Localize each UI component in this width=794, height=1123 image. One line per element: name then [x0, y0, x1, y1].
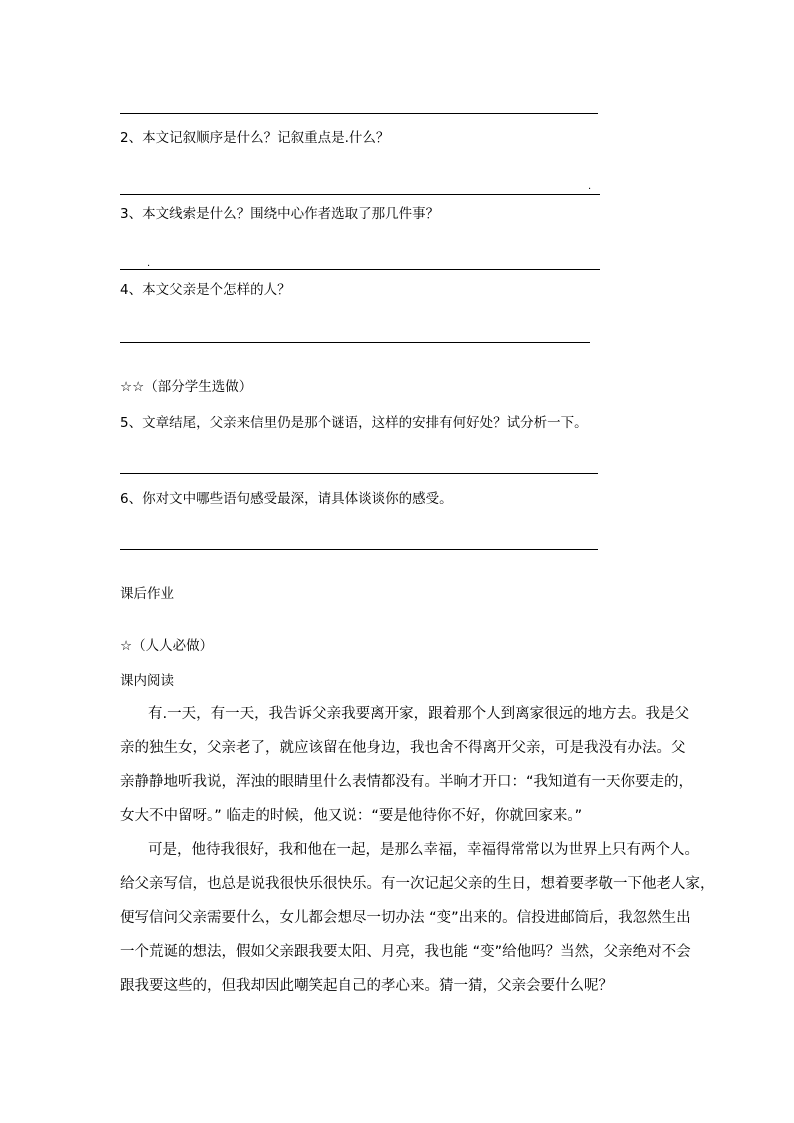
passage-line: 一个荒诞的想法，假如父亲跟我要太阳、月亮，我也能 “变”给他吗？当然，父亲绝对不会	[120, 944, 691, 960]
answer-line-3	[120, 269, 600, 270]
question-3: 3、本文线索是什么？围绕中心作者选取了那几件事？	[120, 206, 440, 222]
homework-title: 课后作业	[120, 586, 174, 602]
stray-dot: .	[588, 181, 592, 192]
passage-paragraph-2	[120, 833, 715, 1003]
passage-paragraph-1	[120, 697, 694, 833]
required-label: ☆（人人必做）	[120, 638, 214, 654]
question-5: 5、文章结尾，父亲来信里仍是那个谜语，这样的安排有何好处？试分析一下。	[120, 415, 588, 431]
passage-line: 给父亲写信，也总是说我很快乐很快乐。有一次记起父亲的生日，想着要孝敬一下他老人家，	[120, 876, 715, 892]
question-4: 4、本文父亲是个怎样的人？	[120, 282, 291, 298]
passage-line: 可是，他待我很好，我和他在一起，是那么幸福，幸福得常常以为世界上只有两个人。	[148, 842, 699, 858]
answer-line-2	[120, 194, 600, 195]
answer-line-4	[120, 342, 590, 343]
question-2: 2、本文记叙顺序是什么？记叙重点是.什么？	[120, 130, 390, 146]
optional-label: ☆☆（部分学生选做）	[120, 379, 253, 395]
answer-line-1	[120, 113, 598, 114]
passage-line: 亲的独生女，父亲老了，就应该留在他身边，我也舍不得离开父亲，可是我没有办法。父	[120, 740, 686, 756]
answer-line-5	[120, 473, 598, 474]
passage-line: 有.一天，有一天，我告诉父亲我要离开家，跟着那个人到离家很远的地方去。我是父	[148, 706, 690, 722]
passage-line: 女大不中留呀。” 临走的时候，他又说：“要是他待你不好，你就回家来。”	[120, 808, 583, 824]
answer-line-6	[120, 549, 598, 550]
passage-line: 跟我要这些的，但我却因此嘲笑起自己的孝心来。猜一猜，父亲会要什么呢？	[120, 978, 613, 994]
reading-label: 课内阅读	[120, 673, 174, 689]
question-6: 6、你对文中哪些语句感受最深，请具体谈谈你的感受。	[120, 491, 453, 507]
passage-line: 亲静静地听我说，浑浊的眼睛里什么表情都没有。半晌才开口：“我知道有一天你要走的，	[120, 774, 694, 790]
passage-line: 便写信问父亲需要什么，女儿都会想尽一切办法 “变”出来的。信投进邮筒后，我忽然生出	[120, 910, 691, 926]
stray-dot: .	[147, 258, 151, 269]
